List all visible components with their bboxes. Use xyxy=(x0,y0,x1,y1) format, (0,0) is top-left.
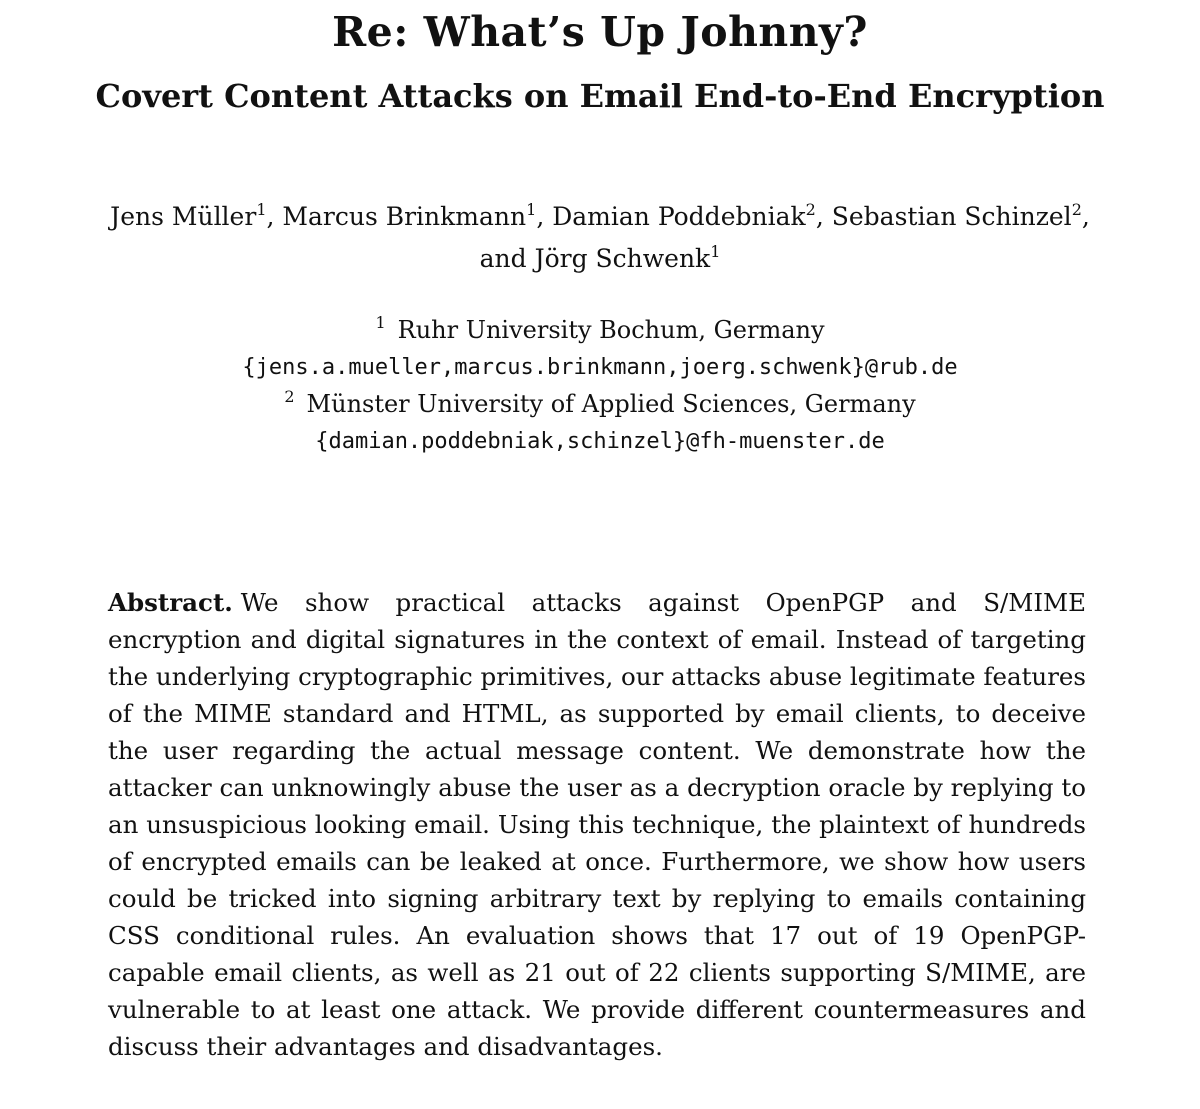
affiliation-emails: {damian.poddebniak,schinzel}@fh-muenster.de xyxy=(315,429,885,454)
author-name: Jörg Schwenk xyxy=(534,244,711,273)
affiliation-emails: {jens.a.mueller,marcus.brinkmann,joerg.schwenk}@rub.de xyxy=(242,355,958,380)
affiliation-marker: 1 xyxy=(375,313,386,332)
author-affiliation-marker: 2 xyxy=(1071,200,1082,219)
author-affiliation-marker: 2 xyxy=(805,200,816,219)
author-affiliation-marker: 1 xyxy=(710,242,721,261)
abstract-text: We show practical attacks against OpenPGP and S/MIME encryption and digital signatures in the context of email. Instead of targeting the underlying cryptographic primitives, our attacks abuse legitimate features of the MIME standard and HTML, as supported by email clients, to deceive the user regarding the actual message content. We demonstrate how the attacker can unknowingly abuse the user as a decryption oracle by replying to an unsuspicious looking email. Using this technique, the plaintext of hundreds of encrypted emails can be leaked at once. Furthermore, we show how users could be tricked into signing arbitrary text by replying to emails containing CSS conditional rules. An evaluation shows that 17 out of 19 OpenPGP-capable email clients, as well as 21 out of 22 clients supporting S/MIME, are vulnerable to at least one attack. We provide different countermeasures and discuss their advantages and disadvantages. xyxy=(108,588,1086,1061)
author-affiliation-marker: 1 xyxy=(526,200,537,219)
abstract-heading: Abstract. xyxy=(108,588,233,617)
affiliation-list xyxy=(0,312,1200,460)
author-name: Damian Poddebniak xyxy=(552,202,806,231)
abstract xyxy=(108,584,1086,1065)
paper-title: Re: What’s Up Johnny? xyxy=(332,8,868,56)
paper-subtitle: Covert Content Attacks on Email End-to-End Encryption xyxy=(95,77,1105,115)
author-conjunction: and xyxy=(479,244,527,273)
author-list xyxy=(0,196,1200,280)
affiliation-marker: 2 xyxy=(284,387,295,406)
affiliation-institution: $^1$ Ruhr University Bochum, Germany xyxy=(375,313,825,344)
author-name: Jens Müller xyxy=(110,202,257,231)
author-name: Marcus Brinkmann xyxy=(282,202,527,231)
affiliation-institution: $^2$ Münster University of Applied Sciences, Germany xyxy=(284,387,916,418)
author-line-1: Jens Müller$^1$, Marcus Brinkmann$^1$, Damian Poddebniak$^2$, Sebastian Schinzel$^2$, xyxy=(110,200,1090,231)
author-affiliation-marker: 1 xyxy=(256,200,267,219)
author-name: Sebastian Schinzel xyxy=(831,202,1072,231)
author-line-2 xyxy=(0,238,1200,280)
